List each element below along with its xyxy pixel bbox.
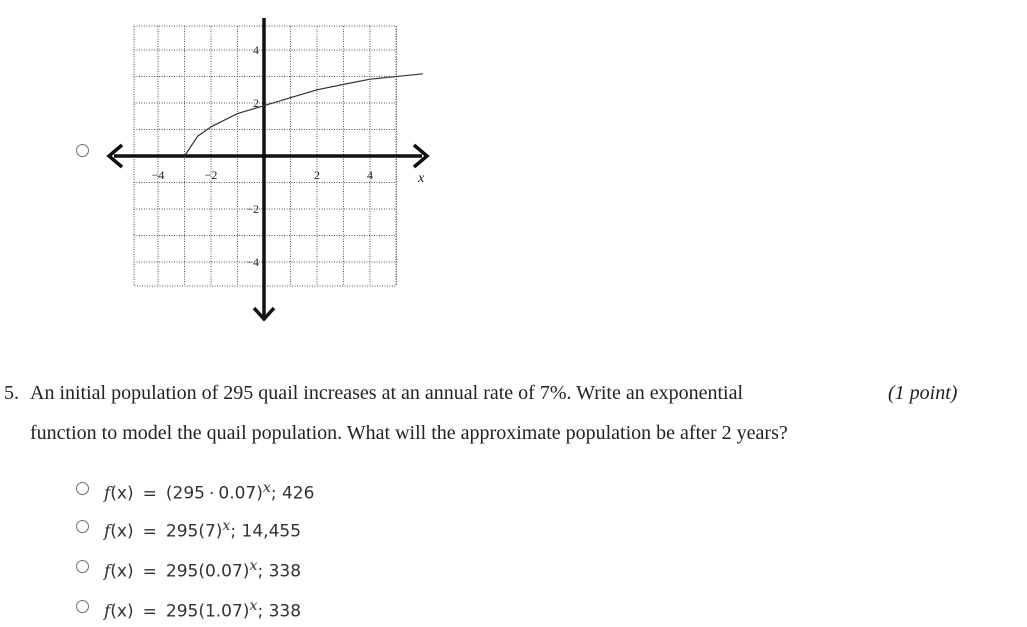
- option-answer: 338: [268, 561, 302, 582]
- option-formula: $f(x) = 295(7)^x$; 14,455: [104, 518, 302, 542]
- y-axis: [254, 18, 274, 319]
- question-points: (1 point): [888, 382, 958, 404]
- graph-curve: [185, 74, 424, 156]
- question-text-line-2: function to model the quail population. What will the approximate population be after 2 years?: [30, 422, 788, 444]
- option-answer: 14,455: [241, 521, 302, 542]
- y-tick-label: −4: [246, 255, 259, 269]
- graph-option-radio[interactable]: [76, 144, 89, 157]
- option-formula: $f(x) = 295(0.07)^x$; 338: [104, 558, 302, 582]
- option-radio[interactable]: [76, 560, 89, 573]
- option-formula: $f(x) = (295 \cdot 0.07)^x$; 426: [104, 480, 315, 504]
- question-text-line-1: An initial population of 295 quail increases at an annual rate of 7%. Write an exponential: [30, 382, 744, 404]
- y-tick-label: −2: [246, 202, 259, 216]
- x-axis-label: x: [418, 171, 425, 186]
- y-tick-label: 4: [253, 43, 259, 57]
- option-formula: $f(x) = 295(1.07)^x$; 338: [104, 598, 302, 622]
- y-tick-label: 2: [253, 96, 259, 110]
- option-answer: 426: [281, 483, 315, 504]
- x-tick-label: −2: [204, 168, 218, 182]
- graph-option-image: [100, 12, 435, 324]
- x-tick-label: −4: [151, 168, 165, 182]
- question-number: 5.: [4, 382, 19, 404]
- option-radio[interactable]: [76, 520, 89, 533]
- x-tick-label: 4: [367, 168, 373, 182]
- x-tick-label: 2: [314, 168, 320, 182]
- option-answer: 338: [268, 601, 302, 622]
- option-radio[interactable]: [76, 600, 89, 613]
- x-axis: [109, 145, 427, 167]
- option-radio[interactable]: [76, 482, 89, 495]
